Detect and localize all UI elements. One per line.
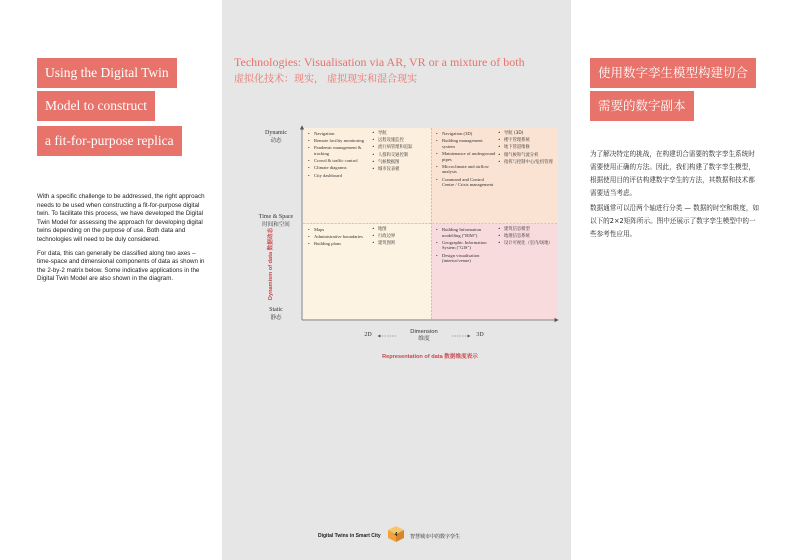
quadrant-item: • City dashboard bbox=[308, 173, 370, 179]
quadrant-item: • Geographic Information System ("GIS") bbox=[436, 240, 496, 251]
quadrant-item: • 行政边界 bbox=[372, 234, 430, 240]
quadrant-item: • Navigation bbox=[308, 131, 370, 137]
footer-title-en: Digital Twins in Smart City bbox=[318, 533, 381, 539]
quadrant-item: • Maps bbox=[308, 227, 370, 233]
quadrant-item: • 远程设施监控 bbox=[372, 138, 430, 144]
quadrant-item: • Design visualisation (interior/venue) bbox=[436, 253, 496, 264]
left-heading-line-1: Using the Digital Twin bbox=[37, 58, 177, 88]
y-label-static-en: Static bbox=[269, 307, 283, 313]
quadrant-top-left-cn bbox=[372, 131, 430, 174]
left-paragraph-1: With a specific challenge to be addressed, the right approach needs to be used when constructing a fit-for-purpose digital twin. To facilitate this process, we have developed the Digital Twin Model for assessing the approach for developing digital twins depending on the purpose of use. Both data and technologies will need to be duly considered. bbox=[37, 193, 205, 243]
quadrant-item: • 流行病管理和追踪 bbox=[372, 145, 430, 151]
quadrant-item: • 地下管道维修 bbox=[498, 145, 556, 151]
quadrant-item: • 指挥与控制中心/危机管理 bbox=[498, 160, 556, 166]
quadrant-top-left-en bbox=[308, 131, 370, 180]
quadrant-item: • Building plans bbox=[308, 241, 370, 247]
quadrant-item: • Microclimate and airflow analysis bbox=[436, 164, 496, 175]
quadrant-item: • 城市仪表板 bbox=[372, 167, 430, 173]
quadrant-item: • 建筑信息模型 bbox=[498, 227, 556, 233]
quadrant-item: • Building Information modelling ("BIM") bbox=[436, 227, 496, 238]
quadrant-item: • Building management system bbox=[436, 138, 496, 149]
quadrant-item: • 地图 bbox=[372, 227, 430, 233]
quadrant-top-right-cn bbox=[498, 131, 556, 167]
dimension-label-en: Dimension bbox=[410, 329, 438, 335]
quadrant-item: • 楼宇管理系统 bbox=[498, 138, 556, 144]
quadrant-item: • Remote facility monitoring bbox=[308, 138, 370, 144]
left-heading-line-2: Model to construct bbox=[37, 91, 155, 121]
quadrant-item: • 气候数据图 bbox=[372, 160, 430, 166]
y-label-dynamic-en: Dynamic bbox=[265, 130, 287, 136]
quadrant-item: • Pandemic management & tracking bbox=[308, 145, 370, 156]
page-number: 4 bbox=[394, 532, 398, 538]
quadrant-item: • 地理信息系统 bbox=[498, 234, 556, 240]
x-label-2d: 2D bbox=[364, 332, 372, 338]
right-heading-line-1: 使用数字孪生模型构建切合 bbox=[590, 58, 756, 88]
quadrant-item: • 设计可视化（室内/场地） bbox=[498, 241, 556, 247]
right-paragraph-2: 数据通常可以沿两个轴进行分类 — 数据的时空和维度，如以下的2×2矩阵所示。图中还展示了数字孪生模型中的一些参考性应用。 bbox=[590, 204, 760, 238]
footer-title-cn: 智慧城市中的数字孪生 bbox=[410, 534, 461, 540]
y-axis-title: Dynamism of data 数据动态 bbox=[268, 227, 274, 301]
x-label-3d: 3D bbox=[476, 332, 484, 338]
right-body bbox=[590, 148, 760, 243]
technologies-title-cn: 虚拟化技术：现实， 虚拟现实和混合现实 bbox=[234, 74, 418, 85]
x-axis-title: Representation of data 数据维度表示 bbox=[382, 354, 478, 360]
y-label-static bbox=[256, 307, 296, 322]
quadrant-item: • Administrative boundaries bbox=[308, 234, 370, 240]
quadrant-item: • Climate diagrams bbox=[308, 165, 370, 171]
left-paragraph-2: For data, this can generally be classified along two axes – time-space and dimensional components of data as shown in the 2-by-2 matrix below. Some indicative applications in the Digital Twin Model are also shown in the diagram. bbox=[37, 249, 205, 283]
quadrant-item: • 人群和交通控制 bbox=[372, 153, 430, 159]
dimension-label bbox=[396, 329, 452, 342]
right-paragraph-1: 为了解决特定的挑战，在构建切合需要的数字孪生系统时需要使用正确的方法。因此，我们构建了数字孪生模型，根据使用目的评估构建数字孪生的方法，其数据和技术都需要适当考虑。 bbox=[590, 150, 755, 197]
quadrant-item: • 导航 bbox=[372, 131, 430, 137]
y-label-static-cn: 静态 bbox=[270, 314, 282, 321]
quadrant-item: • 建筑图则 bbox=[372, 241, 430, 247]
quadrant-item: • Maintenance of underground pipes bbox=[436, 151, 496, 162]
y-label-time-space-cn: 时间和空间 bbox=[262, 221, 290, 228]
quadrant-item: • Command and Control Centre / Crisis management bbox=[436, 177, 496, 188]
quadrant-item: • Navigation (3D) bbox=[436, 131, 496, 137]
y-label-time-space-en: Time & Space bbox=[258, 214, 294, 220]
quadrant-item: • Crowd & traffic control bbox=[308, 158, 370, 164]
right-heading-line-2: 需要的数字副本 bbox=[590, 91, 694, 121]
quadrant-bottom-right-en bbox=[436, 227, 496, 265]
y-label-time-space bbox=[252, 214, 300, 229]
quadrant-item: • 导航 (3D) bbox=[498, 131, 556, 137]
quadrant-bottom-right-cn bbox=[498, 227, 556, 249]
technologies-title-en: Technologies: Visualisation via AR, VR or a mixture of both bbox=[234, 55, 525, 69]
y-label-dynamic bbox=[256, 130, 296, 145]
quadrant-bottom-left-cn bbox=[372, 227, 430, 249]
dimension-label-cn: 维度 bbox=[418, 335, 430, 342]
left-heading-line-3: a fit-for-purpose replica bbox=[37, 126, 182, 156]
quadrant-top-right-en bbox=[436, 131, 496, 189]
y-label-dynamic-cn: 动态 bbox=[270, 137, 282, 144]
quadrant-item: • 微气候和气流分析 bbox=[498, 153, 556, 159]
quadrant-bottom-left-en bbox=[308, 227, 370, 249]
